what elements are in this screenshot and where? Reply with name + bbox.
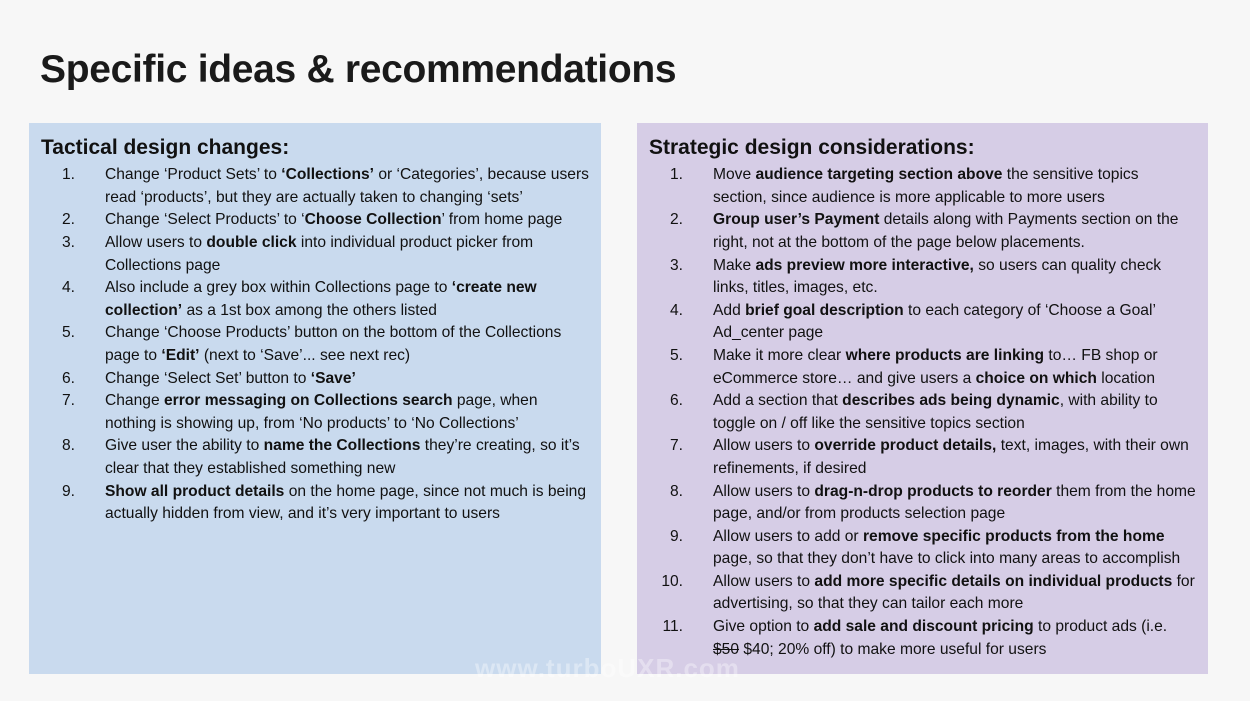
list-item: [41, 481, 589, 526]
page-title: Specific ideas & recommendations: [40, 48, 677, 91]
list-item: [649, 300, 1196, 345]
list-item-text: Allow users to add or remove specific products from the home page, so that they don’t have to click into many areas to accomplish: [713, 527, 1181, 568]
list-item-number: 5.: [61, 324, 75, 342]
list-item-text: Change ‘Select Products’ to ‘Choose Collection’ from home page: [105, 211, 563, 229]
list-item-text: Change ‘Select Set’ button to ‘Save’: [105, 369, 356, 387]
list-item: [649, 390, 1196, 435]
list-item: [41, 390, 589, 435]
list-item: [41, 435, 589, 480]
list-item-number: 2.: [669, 211, 683, 229]
list-item-number: 6.: [61, 369, 75, 387]
list-item-text: Give option to add sale and discount pricing to product ads (i.e. $50 $40; 20% off) to make more useful for users: [713, 618, 1168, 658]
list-item-number: 1.: [669, 166, 683, 184]
list-item-text: Add a section that describes ads being dynamic, with ability to toggle on / off like the sensitive topics section: [713, 392, 1158, 432]
watermark: www.turboUXR.com: [475, 653, 740, 683]
list-item-number: 4.: [61, 279, 75, 297]
list-item: [649, 209, 1196, 254]
list-item-text: Allow users to add more specific details on individual products for advertising, so that they can tailor each more: [713, 572, 1195, 613]
list-item-number: 3.: [61, 233, 75, 251]
list-item: [649, 481, 1196, 526]
list-item-number: 7.: [61, 392, 75, 410]
list-item: [41, 164, 589, 209]
list-item-text: Make ads preview more interactive, so users can quality check links, titles, images, etc.: [713, 256, 1162, 297]
list-item-number: 4.: [669, 301, 683, 319]
list-item-number: 5.: [669, 346, 683, 364]
list-item-number: 3.: [669, 256, 683, 274]
list-item-text: Also include a grey box within Collections page to ‘create new collection’ as a 1st box among the others listed: [105, 279, 537, 319]
tactical-list: [41, 164, 589, 526]
panel-heading: Strategic design considerations:: [649, 136, 975, 159]
list-item-text: Group user’s Payment details along with Payments section on the right, not at the bottom of the page below placements.: [713, 211, 1179, 251]
list-item-text: Allow users to drag-n-drop products to reorder them from the home page, and/or from products selection page: [713, 482, 1196, 523]
list-item-text: Change error messaging on Collections search page, when nothing is showing up, from ‘No products’ to ‘No Collections’: [105, 392, 538, 432]
list-item-number: 6.: [669, 392, 683, 410]
list-item-number: 8.: [61, 437, 75, 455]
list-item: [649, 571, 1196, 616]
list-item-text: Give user the ability to name the Collections they’re creating, so it’s clear that they established something new: [105, 437, 580, 477]
list-item-number: 10.: [661, 572, 683, 590]
list-item-number: 9.: [669, 527, 683, 545]
list-item: [41, 322, 589, 367]
list-item-text: Allow users to double click into individual product picker from Collections page: [105, 233, 534, 274]
list-item: [649, 164, 1196, 209]
strategic-list: [649, 164, 1196, 661]
list-item: [41, 209, 589, 232]
list-item-number: 7.: [669, 437, 683, 455]
panel-heading: Tactical design changes:: [41, 136, 290, 159]
list-item-number: 11.: [662, 618, 683, 636]
list-item-text: Change ‘Product Sets’ to ‘Collections’ or ‘Categories’, because users read ‘products’, but they are actually taken to changing ‘sets’: [105, 166, 589, 206]
list-item: [41, 277, 589, 322]
list-item: [649, 345, 1196, 390]
list-item-text: Allow users to override product details, text, images, with their own refinements, if desired: [713, 437, 1189, 477]
list-item-number: 1.: [61, 166, 75, 184]
list-item: [649, 435, 1196, 480]
list-item: [649, 526, 1196, 571]
list-item: [41, 232, 589, 277]
list-item-number: 9.: [61, 482, 75, 500]
list-item-text: Add brief goal description to each category of ‘Choose a Goal’ Ad_center page: [713, 301, 1156, 342]
list-item-text: Change ‘Choose Products’ button on the bottom of the Collections page to ‘Edit’ (next to ‘Save’... see next rec): [105, 324, 562, 364]
list-item: [649, 255, 1196, 300]
tactical-design-changes-panel: [29, 123, 601, 674]
strategic-design-considerations-panel: [637, 123, 1208, 674]
list-item: [41, 368, 589, 391]
list-item-text: Show all product details on the home page, since not much is being actually hidden from view, and it’s very important to users: [105, 482, 587, 523]
list-item-number: 8.: [669, 482, 683, 500]
list-item-text: Make it more clear where products are linking to… FB shop or eCommerce store… and give users a choice on which location: [713, 346, 1158, 387]
list-item-number: 2.: [61, 211, 75, 229]
list-item-text: Move audience targeting section above the sensitive topics section, since audience is more applicable to more users: [713, 166, 1139, 206]
